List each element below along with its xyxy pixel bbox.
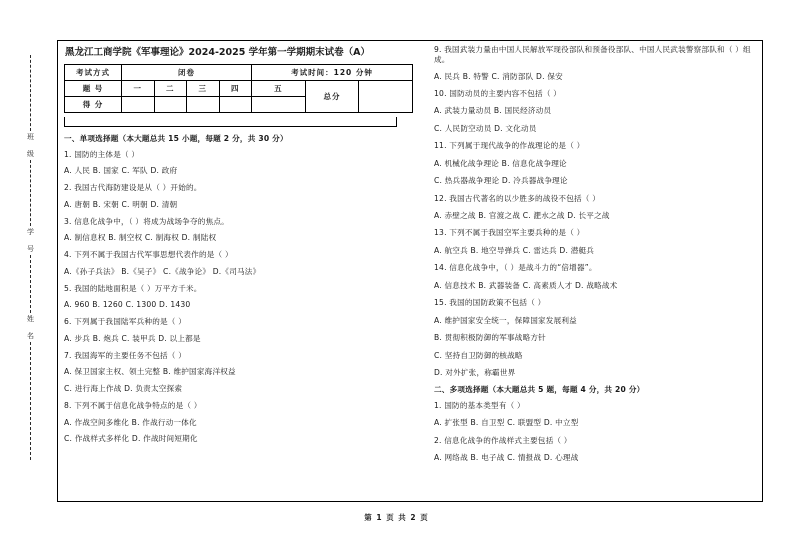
table-tail-strip <box>64 117 397 127</box>
multi-question-options-1: A. 扩张型 B. 自卫型 C. 联盟型 D. 中立型 <box>434 418 579 428</box>
question-options-9: A. 民兵 B. 特警 C. 消防部队 D. 保安 <box>434 71 563 81</box>
seal-segment-1 <box>27 55 34 160</box>
seal-dotted-line <box>30 255 31 313</box>
question-options-7a: A. 保卫国家主权、领土完整 B. 维护国家海洋权益 <box>64 367 236 377</box>
question-stem-10: 10. 国防动员的主要内容不包括（ ） <box>434 88 562 98</box>
left-column <box>64 45 410 501</box>
exam-time-text: 考试时间：120 分钟 <box>252 65 413 81</box>
seal-segment-3 <box>27 255 34 342</box>
page-title: 黑龙江工商学院《军事理论》2024-2025 学年第一学期期末试卷（A） <box>65 47 370 58</box>
total-score-label: 总分 <box>305 81 359 113</box>
question-stem-15: 15. 我国的国防政策不包括（ ） <box>434 298 546 308</box>
question-number-5: 五 <box>252 81 306 97</box>
score-blank-1[interactable] <box>122 97 155 113</box>
question-stem-13: 13. 下列不属于我国空军主要兵种的是（ ） <box>434 228 585 238</box>
score-blank-4[interactable] <box>219 97 252 113</box>
content-frame <box>57 40 763 502</box>
question-stem-4: 4. 下列不属于我国古代军事思想代表作的是（ ） <box>64 250 233 260</box>
question-options-10b: C. 人民防空动员 D. 文化动员 <box>434 123 537 133</box>
seal-dotted-line <box>30 160 31 226</box>
seal-segment-2 <box>27 160 34 255</box>
question-options-5: A. 960 B. 1260 C. 1300 D. 1430 <box>64 300 191 310</box>
question-options-4: A.《孙子兵法》 B.《吴子》 C.《战争论》 D.《司马法》 <box>64 266 261 276</box>
section-heading-1: 一、单项选择题（本大题总共 15 小题，每题 2 分，共 30 分） <box>64 134 288 144</box>
question-options-13: A. 航空兵 B. 地空导弹兵 C. 雷达兵 D. 潜艇兵 <box>434 245 595 255</box>
question-options-15a: A. 维护国家安全统一，保障国家发展利益 <box>434 315 577 325</box>
question-options-2: A. 唐朝 B. 宋朝 C. 明朝 D. 清朝 <box>64 199 178 209</box>
question-stem-8: 8. 下列不属于信息化战争特点的是（ ） <box>64 400 202 410</box>
question-options-8b: C. 作战样式多样化 D. 作战时间短期化 <box>64 434 198 444</box>
question-stem-2: 2. 我国古代海防建设是从（ ）开始的。 <box>64 183 202 193</box>
question-number-3: 三 <box>187 81 220 97</box>
question-options-8a: A. 作战空间多维化 B. 作战行动一体化 <box>64 417 197 427</box>
right-column <box>424 45 756 501</box>
exam-mode-value: 闭卷 <box>122 65 252 81</box>
binding-label-name: 姓 名 <box>26 315 35 340</box>
question-options-6: A. 步兵 B. 炮兵 C. 装甲兵 D. 以上都是 <box>64 333 201 343</box>
binding-margin <box>10 55 50 505</box>
binding-label-id: 学 号 <box>26 228 35 253</box>
question-stem-5: 5. 我国的陆地面积是（ ）万平方千米。 <box>64 283 202 293</box>
question-number-4: 四 <box>219 81 252 97</box>
binding-label-class: 班 级 <box>26 133 35 158</box>
score-table-row-mode <box>65 65 413 81</box>
question-options-14: A. 信息技术 B. 武器装备 C. 高素质人才 D. 战略战术 <box>434 280 618 290</box>
score-blank-5[interactable] <box>252 97 306 113</box>
question-options-15d: D. 对外扩张，称霸世界 <box>434 367 516 377</box>
seal-dotted-line <box>30 342 31 460</box>
score-table-row-numbers <box>65 81 413 97</box>
multi-question-stem-2: 2. 信息化战争的作战样式主要包括（ ） <box>434 435 572 445</box>
question-options-11a: A. 机械化战争理论 B. 信息化战争理论 <box>434 158 567 168</box>
question-options-11b: C. 热兵器战争理论 D. 冷兵器战争理论 <box>434 176 568 186</box>
seal-dotted-line <box>30 55 31 131</box>
question-stem-1: 1. 国防的主体是（ ） <box>64 149 140 159</box>
question-options-15b: B. 贯彻积极防御的军事战略方针 <box>434 333 546 343</box>
question-stem-3: 3. 信息化战争中，（ ）将成为战场争夺的焦点。 <box>64 216 229 226</box>
page-footer: 第 1 页 共 2 页 <box>364 513 429 522</box>
section-heading-2: 二、多项选择题（本大题总共 5 题，每题 4 分，共 20 分） <box>434 385 645 395</box>
multi-question-stem-1: 1. 国防的基本类型有（ ） <box>434 400 525 410</box>
seal-segment-4 <box>30 342 31 460</box>
question-stem-11: 11. 下列属于现代战争的作战理论的是（ ） <box>434 141 585 151</box>
two-column-body <box>64 45 756 501</box>
question-stem-9: 9. 我国武装力量由中国人民解放军现役部队和预备役部队、中国人民武装警察部队和（ ）组成。 <box>434 45 751 65</box>
multi-question-options-2: A. 网络战 B. 电子战 C. 情报战 D. 心理战 <box>434 452 579 462</box>
question-options-1: A. 人民 B. 国家 C. 军队 D. 政府 <box>64 166 178 176</box>
score-table <box>64 64 413 113</box>
question-number-2: 二 <box>154 81 187 97</box>
question-number-label: 题 号 <box>65 81 122 97</box>
exam-mode-label: 考试方式 <box>65 65 122 81</box>
question-options-10a: A. 武装力量动员 B. 国民经济动员 <box>434 106 552 116</box>
score-row-label: 得 分 <box>65 97 122 113</box>
question-options-15c: C. 坚持自卫防御的核战略 <box>434 350 523 360</box>
total-score-blank[interactable] <box>359 81 413 113</box>
score-blank-2[interactable] <box>154 97 187 113</box>
question-options-12: A. 赤壁之战 B. 官渡之战 C. 淝水之战 D. 长平之战 <box>434 211 610 220</box>
question-options-3: A. 制信息权 B. 制空权 C. 制海权 D. 制陆权 <box>64 233 217 243</box>
question-stem-6: 6. 下列属于我国陆军兵种的是（ ） <box>64 317 186 327</box>
question-stem-7: 7. 我国海军的主要任务不包括（ ） <box>64 350 186 360</box>
question-number-1: 一 <box>122 81 155 97</box>
question-stem-12: 12. 我国古代著名的以少胜多的战役不包括（ ） <box>434 193 600 203</box>
question-stem-14: 14. 信息化战争中，（ ）是战斗力的“倍增器”。 <box>434 263 597 273</box>
score-blank-3[interactable] <box>187 97 220 113</box>
question-options-7b: C. 进行海上作战 D. 负责太空探索 <box>64 384 183 394</box>
